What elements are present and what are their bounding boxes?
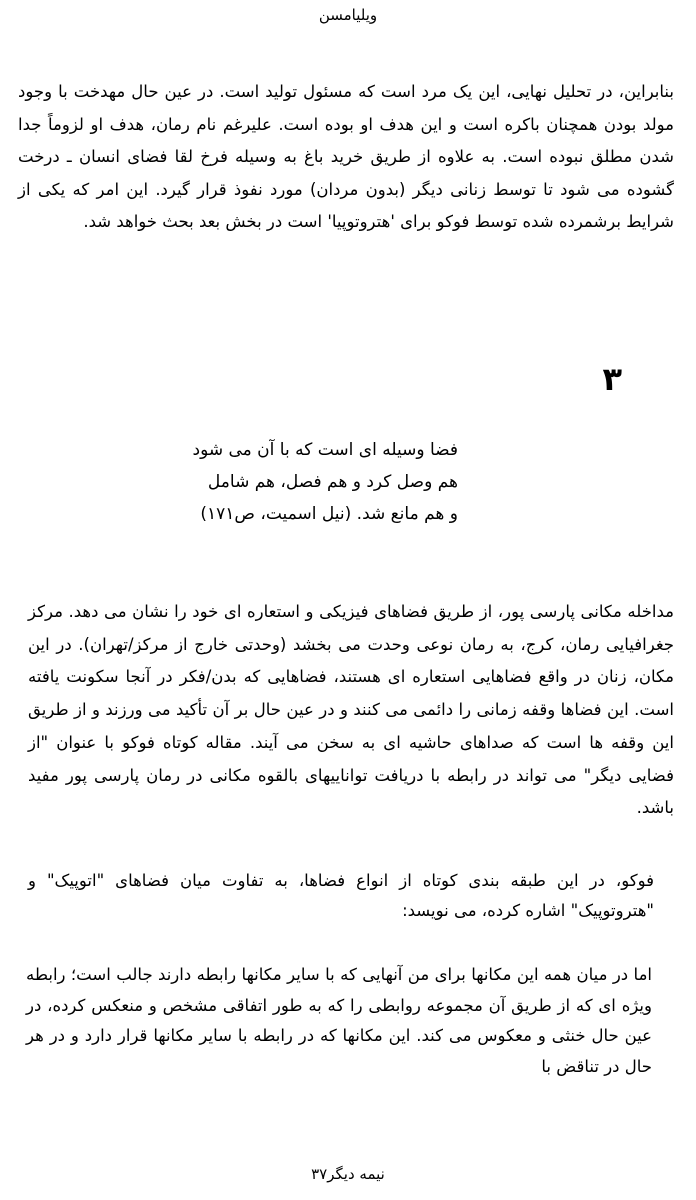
epigraph-line: و هم مانع شد. (نیل اسمیت، ص۱۷۱) xyxy=(200,504,458,524)
epigraph xyxy=(128,434,458,530)
page-footer: نیمه دیگر۳۷ xyxy=(311,1165,385,1183)
epigraph-line: هم وصل کرد و هم فصل، هم شامل xyxy=(207,472,458,492)
paragraph-2: مداخله مکانی پارسی پور، از طریق فضاهای فیزیکی و استعاره ای خود را نشان می دهد. مرکز جغرافیایی رمان، کرج، به رمان نوعی وحدت می بخشد (وحدتی خارج از مرکز/تهران). در این مکان، زنان در واقع فضاهایی استعاره ای هستند، فضاهایی که بدن/فکر در آنجا سکونت یافته است. این فضاها وقفه زمانی را دائمی می کنند و در عین حال بر آن تأکید می ورزند و از طریق این وقفه ها است که صداهای حاشیه ای به سخن می آیند. مقاله کوتاه فوکو با عنوان "از فضایی دیگر" می تواند در رابطه با دریافت تواناییهای بالقوه مکانی در رمان پارسی پور مفید باشد. xyxy=(28,602,674,818)
paragraph-3: فوکو، در این طبقه بندی کوتاه از انواع فضاها، به تفاوت میان فضاهای "اتوپیک" و "هتروتوپیک" اشاره کرده، می نویسد: xyxy=(28,871,654,920)
running-header: ویلیامسن xyxy=(318,6,378,24)
epigraph-line: فضا وسیله ای است که با آن می شود xyxy=(192,440,458,460)
paragraph-1: بنابراین، در تحلیل نهایی، این یک مرد است که مسئول تولید است. در عین حال مهدخت با وجود مولد بودن همچنان باکره است و این هدف او بوده است. علیرغم نام رمان، هدف او لزوماً جدا شدن مطلق نبوده است. به علاوه از طریق خرید باغ به وسیله فرخ لقا فضای انسان ـ درخت گشوده می شود تا توسط زنانی دیگر (بدون مردان) مورد نفوذ قرار گیرد. این امر که یکی از شرایط برشمرده شده توسط فوکو برای 'هتروتوپیا' است در بخش بعد بحث خواهد شد. xyxy=(18,82,674,231)
section-number: ۳ xyxy=(602,360,622,398)
block-quote: اما در میان همه این مکانها برای من آنهایی که با سایر مکانها رابطه دارند جالب است؛ رابطه ویژه ای که از طریق آن مجموعه روابطی را که به طور اتفاقی مشخص و منعکس کرده، در عین حال خنثی و معکوس می کند. این مکانها که در رابطه با سایر مکانها قرار دارد و در هر حال در تناقض با xyxy=(26,965,652,1076)
